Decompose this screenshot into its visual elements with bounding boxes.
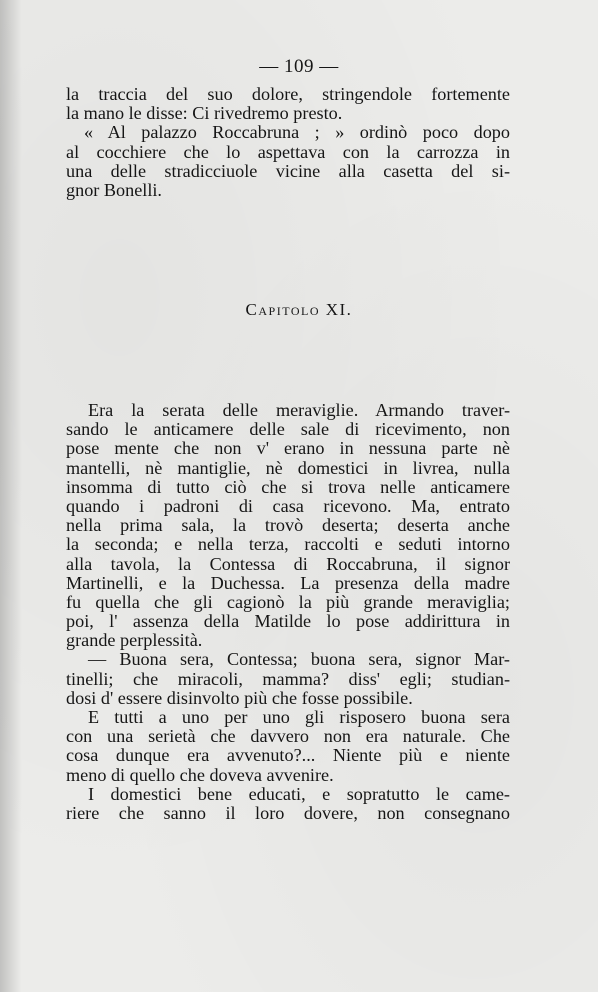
text-line: gnor Bonelli. xyxy=(66,179,162,200)
text-line: la mano le disse: Ci rivedremo presto. xyxy=(66,103,343,124)
text-line: cosa dunque era avvenuto?... Niente più e niente xyxy=(66,745,510,766)
text-line: E tutti a uno per uno gli risposero buona sera xyxy=(88,707,510,727)
text-line: Martinelli, e la Duchessa. La presenza della madre xyxy=(66,572,510,593)
text-line: Era la serata delle meraviglie. Armando traver- xyxy=(88,400,510,420)
text-line: sando le anticamere delle sale di ricevimento, non xyxy=(66,419,510,440)
text-line: mantelli, nè mantiglie, nè domestici in livrea, nulla xyxy=(66,457,510,478)
text-line: dosi d' essere disinvolto più che fosse possibile. xyxy=(66,687,413,708)
page-shadow-edge xyxy=(0,0,22,992)
text-line: al cocchiere che lo aspettava con la carrozza in xyxy=(66,141,510,162)
paragraph-top xyxy=(66,85,510,200)
text-line: con una serietà che davvero non era naturale. Che xyxy=(66,726,510,747)
page-number: — 109 — xyxy=(259,56,339,77)
text-line: poi, l' assenza della Matilde lo pose addirittura in xyxy=(66,611,510,632)
chapter-heading xyxy=(0,300,598,320)
text-line: « Al palazzo Roccabruna ; » ordinò poco dopo xyxy=(84,122,510,143)
text-line: meno di quello che doveva avvenire. xyxy=(66,764,334,785)
chapter-title: Capitolo XI. xyxy=(245,300,353,319)
text-line: grande perplessità. xyxy=(66,630,203,651)
text-line: — Buona sera, Contessa; buona sera, signor Mar- xyxy=(88,649,510,670)
paragraph-main xyxy=(66,401,510,823)
text-line: fu quella che gli cagionò la più grande meraviglia; xyxy=(66,591,510,612)
text-line: una delle stradicciuole vicine alla casetta del si- xyxy=(66,160,510,181)
text-line: insomma di tutto ciò che si trova nelle anticamere xyxy=(66,476,510,497)
text-line: quando i padroni di casa ricevono. Ma, entrato xyxy=(66,495,510,516)
text-line: nella prima sala, la trovò deserta; deserta anche xyxy=(66,515,510,536)
text-line: la seconda; e nella terza, raccolti e seduti intorno xyxy=(66,534,510,555)
text-line: I domestici bene educati, e sopratutto le came- xyxy=(88,783,510,804)
text-line: tinelli; che miracoli, mamma? diss' egli; studian- xyxy=(66,668,510,689)
text-line: riere che sanno il loro dovere, non consegnano xyxy=(66,802,510,823)
text-line: pose mente che non v' erano in nessuna parte nè xyxy=(66,438,510,459)
text-line: la traccia del suo dolore, stringendole fortemente xyxy=(66,84,510,104)
text-line: alla tavola, la Contessa di Roccabruna, il signor xyxy=(66,553,510,574)
